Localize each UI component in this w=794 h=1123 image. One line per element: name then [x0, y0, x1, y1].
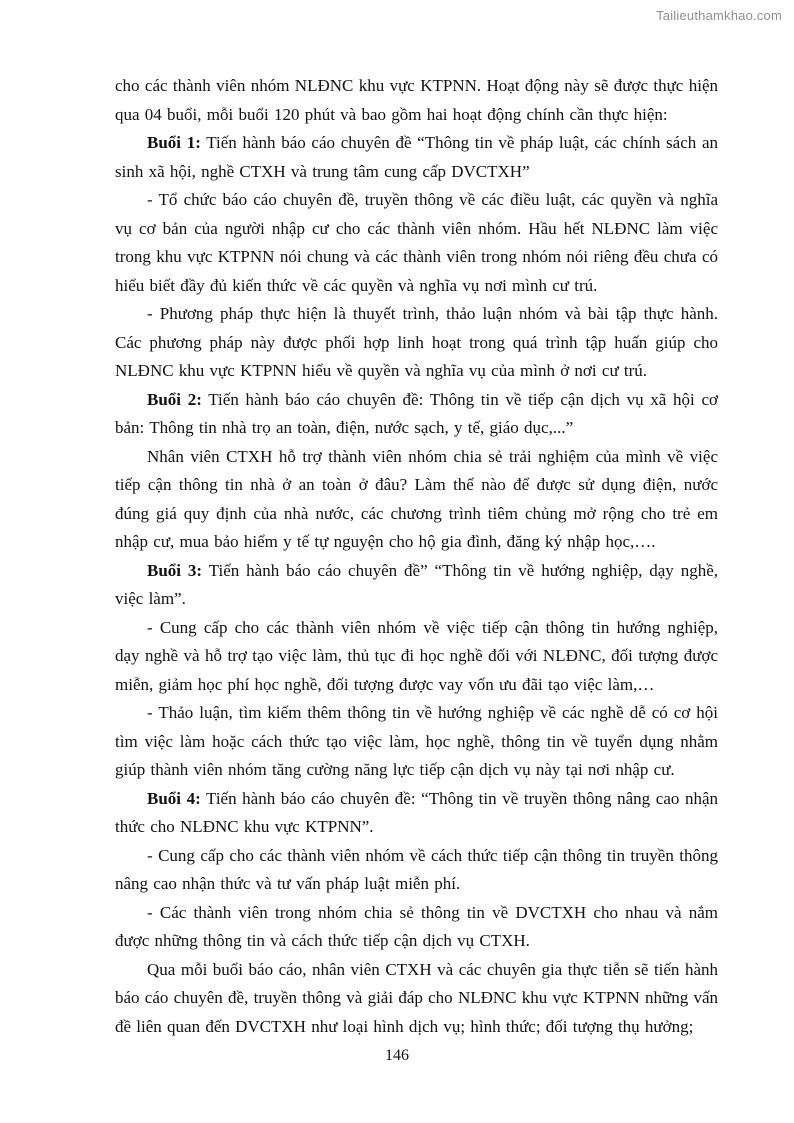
paragraph: - Cung cấp cho các thành viên nhóm về việc tiếp cận thông tin hướng nghiệp, dạy nghề và hỗ trợ tạo việc làm, thủ tục đi học nghề đối với NLĐNC, đối tượng được miễn, giảm học phí học nghề, đối tượng được vay vốn ưu đãi tạo việc làm,… [115, 617, 718, 694]
paragraph-lead: Buổi 3: [147, 560, 203, 580]
paragraph: Buổi 1: Tiến hành báo cáo chuyên đề “Thông tin về pháp luật, các chính sách an sinh xã hội, nghề CTXH và trung tâm cung cấp DVCTXH” [115, 133, 718, 181]
paragraph: - Thảo luận, tìm kiếm thêm thông tin về hướng nghiệp về các nghề dễ có cơ hội tìm việc làm hoặc cách thức tạo việc làm, học nghề, thông tin về tuyển dụng nhằm giúp thành viên nhóm tăng cường năng lực tiếp cận dịch vụ này tại nơi nhập cư. [115, 703, 718, 779]
paragraph-lead: Buổi 1: [147, 133, 201, 152]
paragraph: - Cung cấp cho các thành viên nhóm về cách thức tiếp cận thông tin truyền thông nâng cao nhận thức và tư vấn pháp luật miễn phí. [115, 845, 718, 893]
watermark-text: Tailieuthamkhao.com [656, 8, 782, 23]
paragraph-lead: Buổi 2: [147, 389, 202, 409]
page-number: 146 [385, 1047, 409, 1064]
paragraph: - Tổ chức báo cáo chuyên đề, truyền thông về các điều luật, các quyền và nghĩa vụ cơ bản của người nhập cư cho các thành viên nhóm. Hầu hết NLĐNC làm việc trong khu vực KTPNN nói chung và các thành viên trong nhóm nói riêng đều chưa có hiểu biết đầy đủ kiến thức về các quyền và nghĩa vụ nơi mình cư trú. [115, 190, 718, 295]
paragraph: Buổi 3: Tiến hành báo cáo chuyên đề” “Thông tin về hướng nghiệp, dạy nghề, việc làm”. [115, 560, 718, 608]
paragraph: Buổi 2: Tiến hành báo cáo chuyên đề: Thông tin về tiếp cận dịch vụ xã hội cơ bản: Thông tin nhà trọ an toàn, điện, nước sạch, y tế, giáo dục,...” [115, 389, 718, 437]
paragraph: - Phương pháp thực hiện là thuyết trình, thảo luận nhóm và bài tập thực hành. Các phương pháp này được phối hợp linh hoạt trong quá trình tập huấn giúp cho NLĐNC khu vực KTPNN hiểu về quyền và nghĩa vụ của mình ở nơi cư trú. [115, 304, 718, 380]
paragraph-lead: Buổi 4: [147, 788, 201, 808]
page-content [115, 72, 718, 1041]
paragraph: - Các thành viên trong nhóm chia sẻ thông tin về DVCTXH cho nhau và nắm được những thông tin và cách thức tiếp cận dịch vụ CTXH. [115, 902, 718, 950]
paragraph: Buổi 4: Tiến hành báo cáo chuyên đề: “Thông tin về truyền thông nâng cao nhận thức cho NLĐNC khu vực KTPNN”. [115, 788, 718, 836]
paragraph: Qua mỗi buổi báo cáo, nhân viên CTXH và các chuyên gia thực tiễn sẽ tiến hành báo cáo chuyên đề, truyền thông và giải đáp cho NLĐNC khu vực KTPNN những vấn đề liên quan đến DVCTXH như loại hình dịch vụ; hình thức; đối tượng thụ hưởng; [115, 959, 718, 1036]
paragraph: Nhân viên CTXH hỗ trợ thành viên nhóm chia sẻ trải nghiệm của mình về việc tiếp cận thông tin nhà ở an toàn ở đâu? Làm thế nào để được sử dụng điện, nước đúng giá quy định của nhà nước, các chương trình tiêm chủng mở rộng cho trẻ em nhập cư, mua bảo hiểm y tế tự nguyện cho hộ gia đình, đăng ký nhập học,…. [115, 446, 718, 551]
paragraph: cho các thành viên nhóm NLĐNC khu vực KTPNN. Hoạt động này sẽ được thực hiện qua 04 buổi, mỗi buổi 120 phút và bao gồm hai hoạt động chính cần thực hiện: [115, 76, 718, 124]
